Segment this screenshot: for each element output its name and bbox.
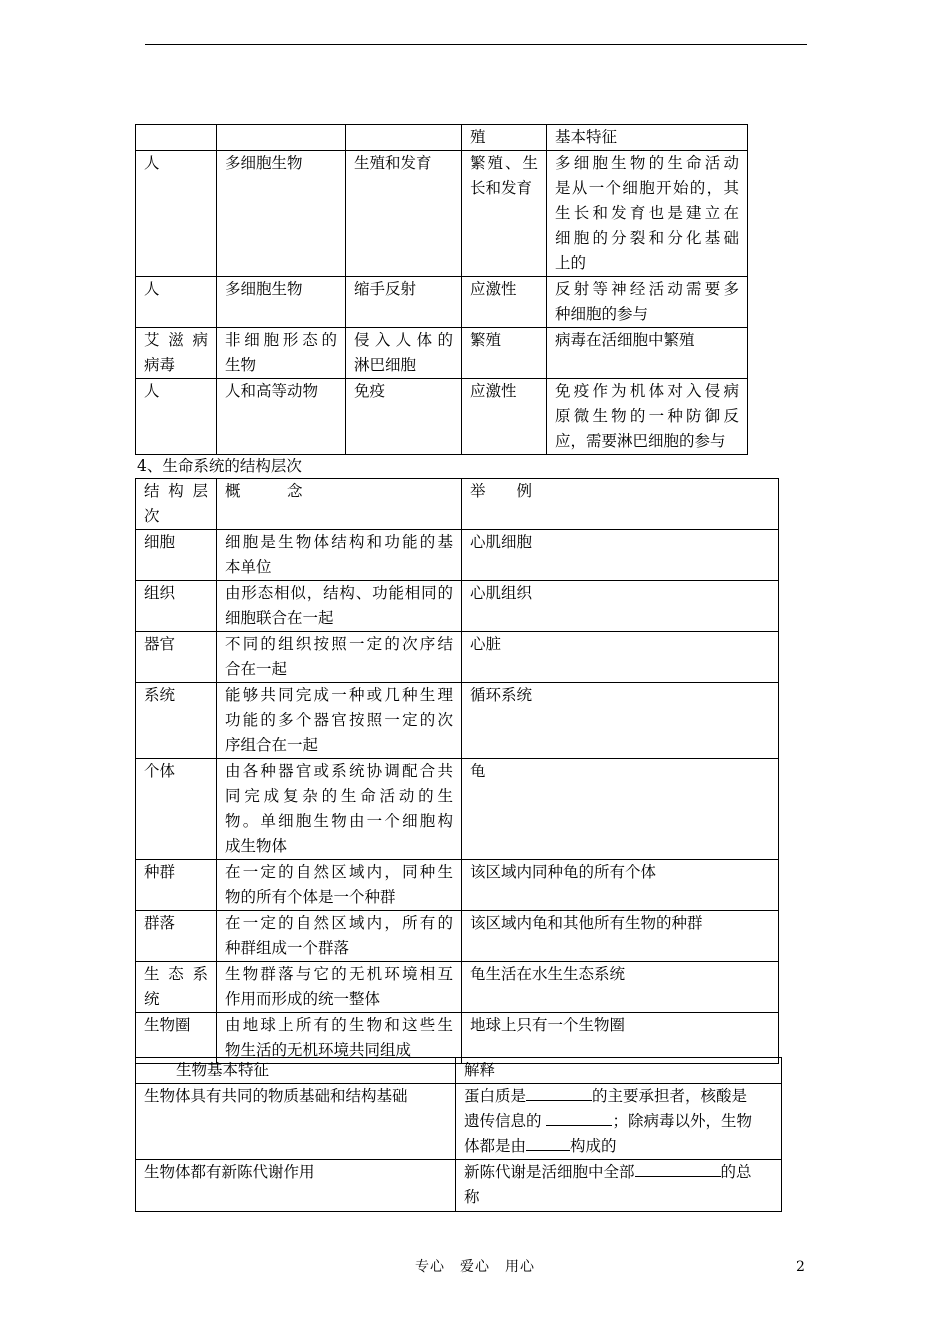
header-rule xyxy=(145,44,807,45)
table-header-row xyxy=(136,479,779,530)
table-row xyxy=(136,962,779,1013)
example-cell: 该区域内龟和其他所有生物的种群 xyxy=(462,911,779,962)
level-cell xyxy=(136,962,217,1013)
table-cell: 人 xyxy=(136,277,217,328)
cell-line: 淋巴细胞 xyxy=(354,356,417,374)
example-cell: 龟 xyxy=(462,759,779,860)
level-cell: 组织 xyxy=(136,581,217,632)
cell-line: 同完成复杂的生命活动的生 xyxy=(225,787,453,805)
example-cell: 心脏 xyxy=(462,632,779,683)
table-row xyxy=(136,1084,782,1160)
table-cell: 人 xyxy=(136,379,217,455)
table-row xyxy=(136,379,748,455)
cell-line: 种细胞的参与 xyxy=(555,305,649,323)
level-cell: 细胞 xyxy=(136,530,217,581)
text: ；除病毒以外，生物 xyxy=(612,1112,752,1130)
cell-line: 功能的多个器官按照一定的次 xyxy=(225,711,453,729)
table-row xyxy=(136,911,779,962)
cell-line: 是从一个细胞开始的，其 xyxy=(555,179,739,197)
structure-level-table xyxy=(135,478,779,1064)
table-row xyxy=(136,632,779,683)
table-row xyxy=(136,125,748,151)
cell-line: 作用而形成的统一整体 xyxy=(225,990,381,1008)
example-cell: 该区域内同种龟的所有个体 xyxy=(462,860,779,911)
cell-line: 本单位 xyxy=(225,558,272,576)
cell-line: 繁殖、生 xyxy=(470,154,538,172)
cell-line: 侵入人体的 xyxy=(354,331,453,349)
text: 新陈代谢是活细胞中全部 xyxy=(464,1163,635,1181)
cell-line: 结构层 xyxy=(144,482,208,500)
example-cell: 心肌组织 xyxy=(462,581,779,632)
table-cell: 殖 xyxy=(462,125,547,151)
cell-line: 非细胞形态的 xyxy=(225,331,337,349)
concept-cell xyxy=(217,911,462,962)
header-explanation: 解释 xyxy=(456,1058,782,1084)
table-cell: 多细胞生物 xyxy=(217,151,346,277)
cell-line: 由地球上所有的生物和这些生 xyxy=(225,1016,453,1034)
example-cell: 心肌细胞 xyxy=(462,530,779,581)
concept-cell xyxy=(217,632,462,683)
cell-line: 艾滋病 xyxy=(144,331,208,349)
life-activity-table xyxy=(135,124,748,455)
cell-line: 由各种器官或系统协调配合共 xyxy=(225,762,453,780)
table-header-row xyxy=(136,1058,782,1084)
table-row xyxy=(136,1160,782,1212)
feature-cell: 生物体都有新陈代谢作用 xyxy=(136,1160,456,1212)
table-cell: 应激性 xyxy=(462,277,547,328)
cell-line: 合在一起 xyxy=(225,660,288,678)
table-cell: 病毒在活细胞中繁殖 xyxy=(547,328,748,379)
cell-line: 能够共同完成一种或几种生理 xyxy=(225,686,453,704)
text: 体都是由 xyxy=(464,1137,527,1155)
cell-line: 多细胞生物的生命活动 xyxy=(555,154,739,172)
table-row xyxy=(136,328,748,379)
example-cell: 龟生活在水生生态系统 xyxy=(462,962,779,1013)
level-cell: 系统 xyxy=(136,683,217,759)
level-cell: 个体 xyxy=(136,759,217,860)
cell-line: 由形态相似，结构、功能相同的 xyxy=(225,584,453,602)
cell-line: 细胞的分裂和分化基础 xyxy=(555,229,739,247)
table-row xyxy=(136,1013,779,1064)
cell-line: 生长和发育也是建立在 xyxy=(555,204,739,222)
table-cell xyxy=(547,151,748,277)
example-cell: 循环系统 xyxy=(462,683,779,759)
explanation-cell xyxy=(456,1084,782,1160)
table-cell xyxy=(346,328,462,379)
answer-blank[interactable] xyxy=(546,1109,612,1126)
table-row xyxy=(136,530,779,581)
example-cell: 地球上只有一个生物圈 xyxy=(462,1013,779,1064)
table-cell: 生殖和发育 xyxy=(346,151,462,277)
level-cell: 群落 xyxy=(136,911,217,962)
table-cell xyxy=(136,328,217,379)
footer-text: 专心 爱心 用心 xyxy=(415,1259,535,1275)
table-cell xyxy=(136,125,217,151)
text: 的主要承担者，核酸是 xyxy=(592,1087,748,1105)
table-cell: 基本特征 xyxy=(547,125,748,151)
cell-line: 生态系 xyxy=(144,965,208,983)
cell-line: 统 xyxy=(144,990,160,1008)
page-number: 2 xyxy=(796,1259,805,1275)
concept-cell xyxy=(217,530,462,581)
cell-line: 上的 xyxy=(555,254,587,272)
concept-cell xyxy=(217,759,462,860)
cell-line: 物。单细胞生物由一个细胞构 xyxy=(225,812,453,830)
header-feature: 生物基本特征 xyxy=(136,1058,456,1084)
cell-line: 病毒 xyxy=(144,356,176,374)
answer-blank[interactable] xyxy=(635,1160,721,1177)
cell-line: 免疫作为机体对入侵病 xyxy=(555,382,739,400)
cell-line: 物的所有个体是一个种群 xyxy=(225,888,396,906)
table-cell: 繁殖 xyxy=(462,328,547,379)
table-cell xyxy=(547,379,748,455)
table-row xyxy=(136,277,748,328)
text: 蛋白质是 xyxy=(464,1087,527,1105)
cell-line: 应，需要淋巴细胞的参与 xyxy=(555,432,726,450)
answer-blank[interactable] xyxy=(526,1134,570,1151)
cell-line: 成生物体 xyxy=(225,837,288,855)
cell-line: 在一定的自然区域内，所有的 xyxy=(225,914,453,932)
table-cell: 缩手反射 xyxy=(346,277,462,328)
level-cell: 器官 xyxy=(136,632,217,683)
cell-line: 长和发育 xyxy=(470,179,533,197)
header-concept: 概 念 xyxy=(217,479,462,530)
text: 的总 xyxy=(720,1163,752,1181)
explanation-cell xyxy=(456,1160,782,1212)
feature-cell: 生物体具有共同的物质基础和结构基础 xyxy=(136,1084,456,1160)
cell-line: 序组合在一起 xyxy=(225,736,319,754)
table-row xyxy=(136,581,779,632)
table-cell: 人 xyxy=(136,151,217,277)
cell-line: 反射等神经活动需要多 xyxy=(555,280,739,298)
cell-line: 细胞是生物体结构和功能的基 xyxy=(225,533,453,551)
header-example: 举 例 xyxy=(462,479,779,530)
table-cell xyxy=(346,125,462,151)
table-row xyxy=(136,860,779,911)
table-cell: 多细胞生物 xyxy=(217,277,346,328)
table-row xyxy=(136,759,779,860)
cell-line: 在一定的自然区域内，同种生 xyxy=(225,863,453,881)
concept-cell xyxy=(217,860,462,911)
cell-line: 次 xyxy=(144,507,160,525)
cell-line: 不同的组织按照一定的次序结 xyxy=(225,635,453,653)
cell-line: 物生活的无机环境共同组成 xyxy=(225,1041,412,1059)
level-cell: 种群 xyxy=(136,860,217,911)
cell-line: 生物 xyxy=(225,356,257,374)
text: 称 xyxy=(464,1188,480,1206)
level-cell: 生物圈 xyxy=(136,1013,217,1064)
table-cell xyxy=(462,151,547,277)
concept-cell xyxy=(217,581,462,632)
cell-line: 生物群落与它的无机环境相互 xyxy=(225,965,453,983)
table-cell: 免疫 xyxy=(346,379,462,455)
text: 构成的 xyxy=(570,1137,617,1155)
cell-line: 种群组成一个群落 xyxy=(225,939,350,957)
text: 遗传信息的 xyxy=(464,1112,542,1130)
concept-cell xyxy=(217,683,462,759)
cell-line: 细胞联合在一起 xyxy=(225,609,334,627)
concept-cell xyxy=(217,1013,462,1064)
basic-feature-table xyxy=(135,1057,782,1212)
table-row xyxy=(136,151,748,277)
header-level xyxy=(136,479,217,530)
table-row xyxy=(136,683,779,759)
table-cell: 应激性 xyxy=(462,379,547,455)
table-cell xyxy=(547,277,748,328)
section-title: 4、生命系统的结构层次 xyxy=(137,457,302,475)
concept-cell xyxy=(217,962,462,1013)
table-cell xyxy=(217,328,346,379)
table-cell: 人和高等动物 xyxy=(217,379,346,455)
cell-line: 原微生物的一种防御反 xyxy=(555,407,739,425)
table-cell xyxy=(217,125,346,151)
answer-blank[interactable] xyxy=(526,1084,592,1101)
